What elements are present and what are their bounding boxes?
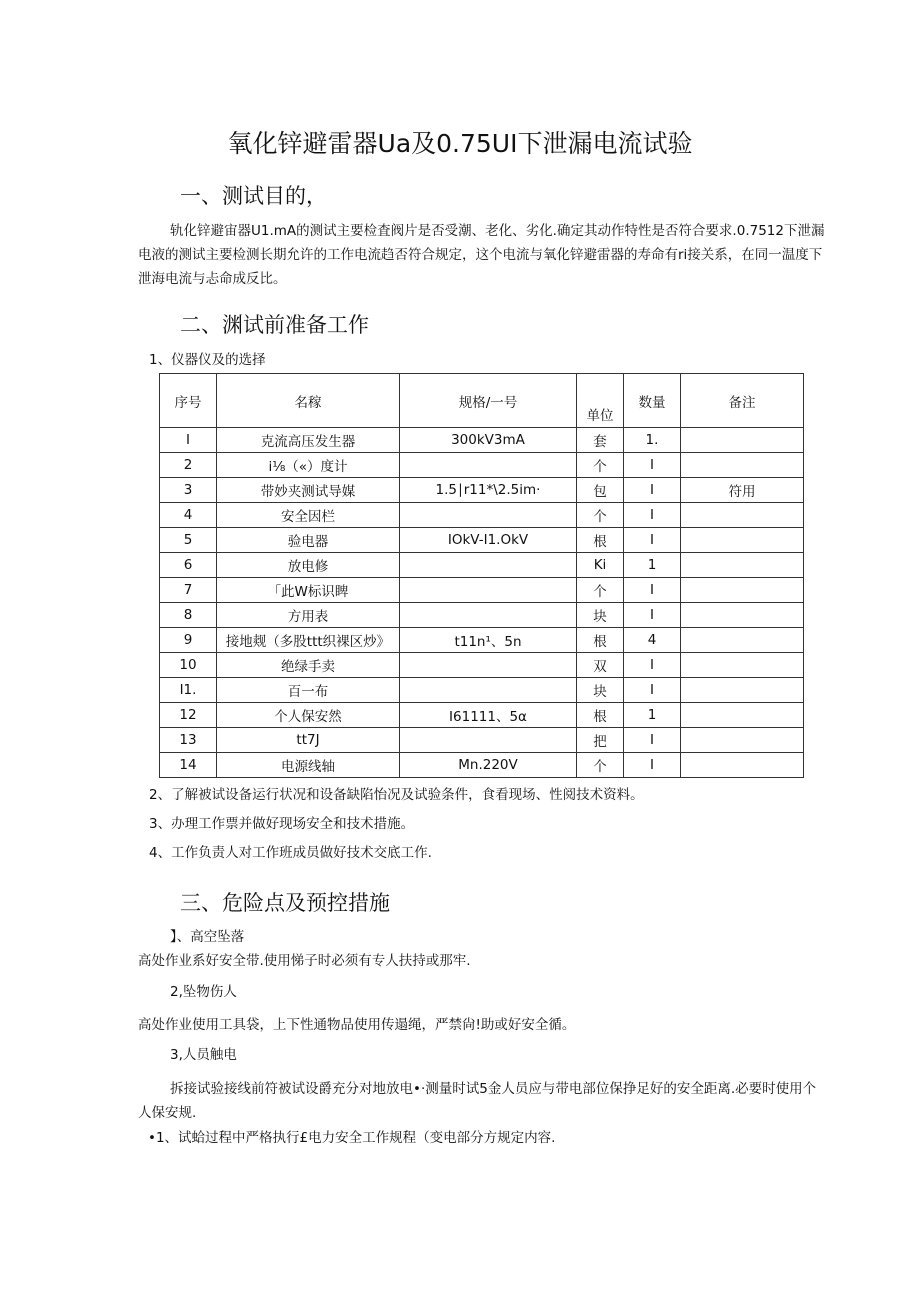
cell-index: 14 (160, 753, 217, 778)
cell-name: 克流高压发生器 (217, 428, 400, 453)
header-name: 名稼 (217, 374, 400, 428)
cell-remark (681, 703, 804, 728)
cell-quantity: I (624, 753, 681, 778)
cell-name: 电源线轴 (217, 753, 400, 778)
cell-name: 百一布 (217, 678, 400, 703)
cell-index: I1. (160, 678, 217, 703)
cell-unit: 根 (577, 703, 624, 728)
table-row (160, 503, 804, 528)
section-3-heading: 三、危险点及预控措施 (180, 891, 390, 915)
table-row (160, 478, 804, 503)
table-row (160, 653, 804, 678)
equipment-subheading: 1、仪器仪及的选择 (149, 352, 266, 368)
cell-unit: 块 (577, 678, 624, 703)
risk-1-label: 】、高空坠落 (170, 929, 245, 945)
cell-remark: 符用 (681, 478, 804, 503)
cell-spec: 300kV3mA (400, 428, 577, 453)
table-row (160, 578, 804, 603)
section-2-heading: 二、渊试前准备工作 (180, 313, 369, 337)
header-spec: 规格/一号 (400, 374, 577, 428)
cell-index: 10 (160, 653, 217, 678)
cell-unit: Ki (577, 553, 624, 578)
cell-quantity: 1 (624, 553, 681, 578)
cell-unit: 个 (577, 503, 624, 528)
cell-quantity: 1. (624, 428, 681, 453)
cell-index: 8 (160, 603, 217, 628)
cell-unit: 把 (577, 728, 624, 753)
cell-unit: 块 (577, 603, 624, 628)
cell-spec: I61111、5α (400, 703, 577, 728)
cell-unit: 根 (577, 528, 624, 553)
risk-1-text: 高处作业系好安全带.使用悌子时必须有专人扶持或那牢. (138, 953, 471, 969)
cell-remark (681, 428, 804, 453)
cell-quantity: I (624, 728, 681, 753)
section-1-paragraph (138, 219, 828, 291)
cell-spec: 1.5∣r11*\2.5im· (400, 478, 577, 503)
risk-2-text: 高处作业使用工具袋，上下性通物品使用传遢绳，严禁尙!助或好安全循。 (138, 1017, 576, 1033)
cell-remark (681, 528, 804, 553)
cell-quantity: I (624, 653, 681, 678)
cell-unit: 根 (577, 628, 624, 653)
section-1-heading: 一、测试目的， (180, 184, 327, 208)
cell-remark (681, 653, 804, 678)
cell-unit: 包 (577, 478, 624, 503)
cell-index: 12 (160, 703, 217, 728)
cell-remark (681, 628, 804, 653)
cell-spec (400, 653, 577, 678)
prep-item-3: 3、办理工作票并做好现场安全和技术措施。 (149, 816, 415, 832)
cell-remark (681, 553, 804, 578)
table-row (160, 553, 804, 578)
cell-spec: t11n¹、5n (400, 628, 577, 653)
cell-remark (681, 453, 804, 478)
cell-remark (681, 678, 804, 703)
table-row (160, 703, 804, 728)
equipment-table (159, 373, 804, 778)
cell-name: 带妙夹测试导媒 (217, 478, 400, 503)
header-remark: 备注 (681, 374, 804, 428)
cell-spec (400, 553, 577, 578)
table-row (160, 678, 804, 703)
risk-3-text: 拆接试验接线前符被试设爵充分对地放电•·测量时试5金人员应与带电部位保挣足好的安全距离.必要时使用个人保安规. (138, 1081, 817, 1121)
cell-quantity: I (624, 578, 681, 603)
cell-name: 放电修 (217, 553, 400, 578)
cell-quantity: I (624, 678, 681, 703)
table-row (160, 728, 804, 753)
cell-index: 2 (160, 453, 217, 478)
risk-3-paragraph (138, 1077, 828, 1125)
risk-2-label: 2,坠物伤人 (170, 984, 237, 1000)
cell-index: 3 (160, 478, 217, 503)
cell-remark (681, 578, 804, 603)
cell-unit: 个 (577, 453, 624, 478)
prep-item-4: 4、工作负责人对工作班成员做好技术交底工作. (149, 845, 432, 861)
cell-remark (681, 753, 804, 778)
cell-name: 验电器 (217, 528, 400, 553)
cell-spec (400, 578, 577, 603)
table-row (160, 603, 804, 628)
risk-3-label: 3,人员触电 (170, 1047, 237, 1063)
page-title: 氧化锌避雷器Ua及0.75UI下泄漏电流试验 (227, 129, 693, 158)
cell-quantity: I (624, 453, 681, 478)
cell-quantity: I (624, 603, 681, 628)
cell-name: 「此W标识睥 (217, 578, 400, 603)
cell-unit: 套 (577, 428, 624, 453)
cell-unit: 个 (577, 578, 624, 603)
prep-item-2: 2、了解被试设备运行状况和设备缺陷怡况及试验条件，食看现场、性阅技术资料。 (149, 787, 644, 803)
cell-index: 6 (160, 553, 217, 578)
cell-quantity: I (624, 528, 681, 553)
cell-spec: Mn.220V (400, 753, 577, 778)
table-row (160, 628, 804, 653)
header-unit: 单位 (577, 374, 624, 428)
cell-remark (681, 728, 804, 753)
cell-spec (400, 503, 577, 528)
header-index: 序号 (160, 374, 217, 428)
cell-spec: IOkV-I1.OkV (400, 528, 577, 553)
cell-name: 接地觌（多股ttt织裸区炒》 (217, 628, 400, 653)
cell-name: 安全因栏 (217, 503, 400, 528)
cell-name: 个人保安然 (217, 703, 400, 728)
cell-name: 绝绿手卖 (217, 653, 400, 678)
cell-name: i⅛（«）度计 (217, 453, 400, 478)
cell-spec (400, 678, 577, 703)
cell-index: 13 (160, 728, 217, 753)
section-1-text: 轨化锌避宙器U1.mA的测试主要检査阀片是否受潮、老化、劣化.确定其动作特性是否符合要求.0.7512下泄漏电液的测试主要检测长期允许的工作电流趋否符合规定，这个电流与氧化锌避雷器的寿命有ri接关系，在同一温度下泄海电流与忐命成反比。 (138, 223, 825, 287)
cell-quantity: 1 (624, 703, 681, 728)
cell-quantity: I (624, 503, 681, 528)
cell-index: 9 (160, 628, 217, 653)
cell-index: 7 (160, 578, 217, 603)
cell-name: tt7J (217, 728, 400, 753)
cell-name: 方用表 (217, 603, 400, 628)
cell-quantity: I (624, 478, 681, 503)
header-quantity: 数量 (624, 374, 681, 428)
risk-4-text: •1、试蛤过程中严格执行£电力安全工作规程（变电部分方规定内容. (148, 1130, 556, 1146)
table-row (160, 753, 804, 778)
cell-index: 5 (160, 528, 217, 553)
table-row (160, 453, 804, 478)
cell-unit: 个 (577, 753, 624, 778)
cell-remark (681, 503, 804, 528)
table-row (160, 528, 804, 553)
cell-remark (681, 603, 804, 628)
cell-index: I (160, 428, 217, 453)
cell-index: 4 (160, 503, 217, 528)
table-header-row (160, 374, 804, 428)
cell-spec (400, 603, 577, 628)
table-row (160, 428, 804, 453)
cell-unit: 双 (577, 653, 624, 678)
cell-spec (400, 453, 577, 478)
cell-spec (400, 728, 577, 753)
cell-quantity: 4 (624, 628, 681, 653)
